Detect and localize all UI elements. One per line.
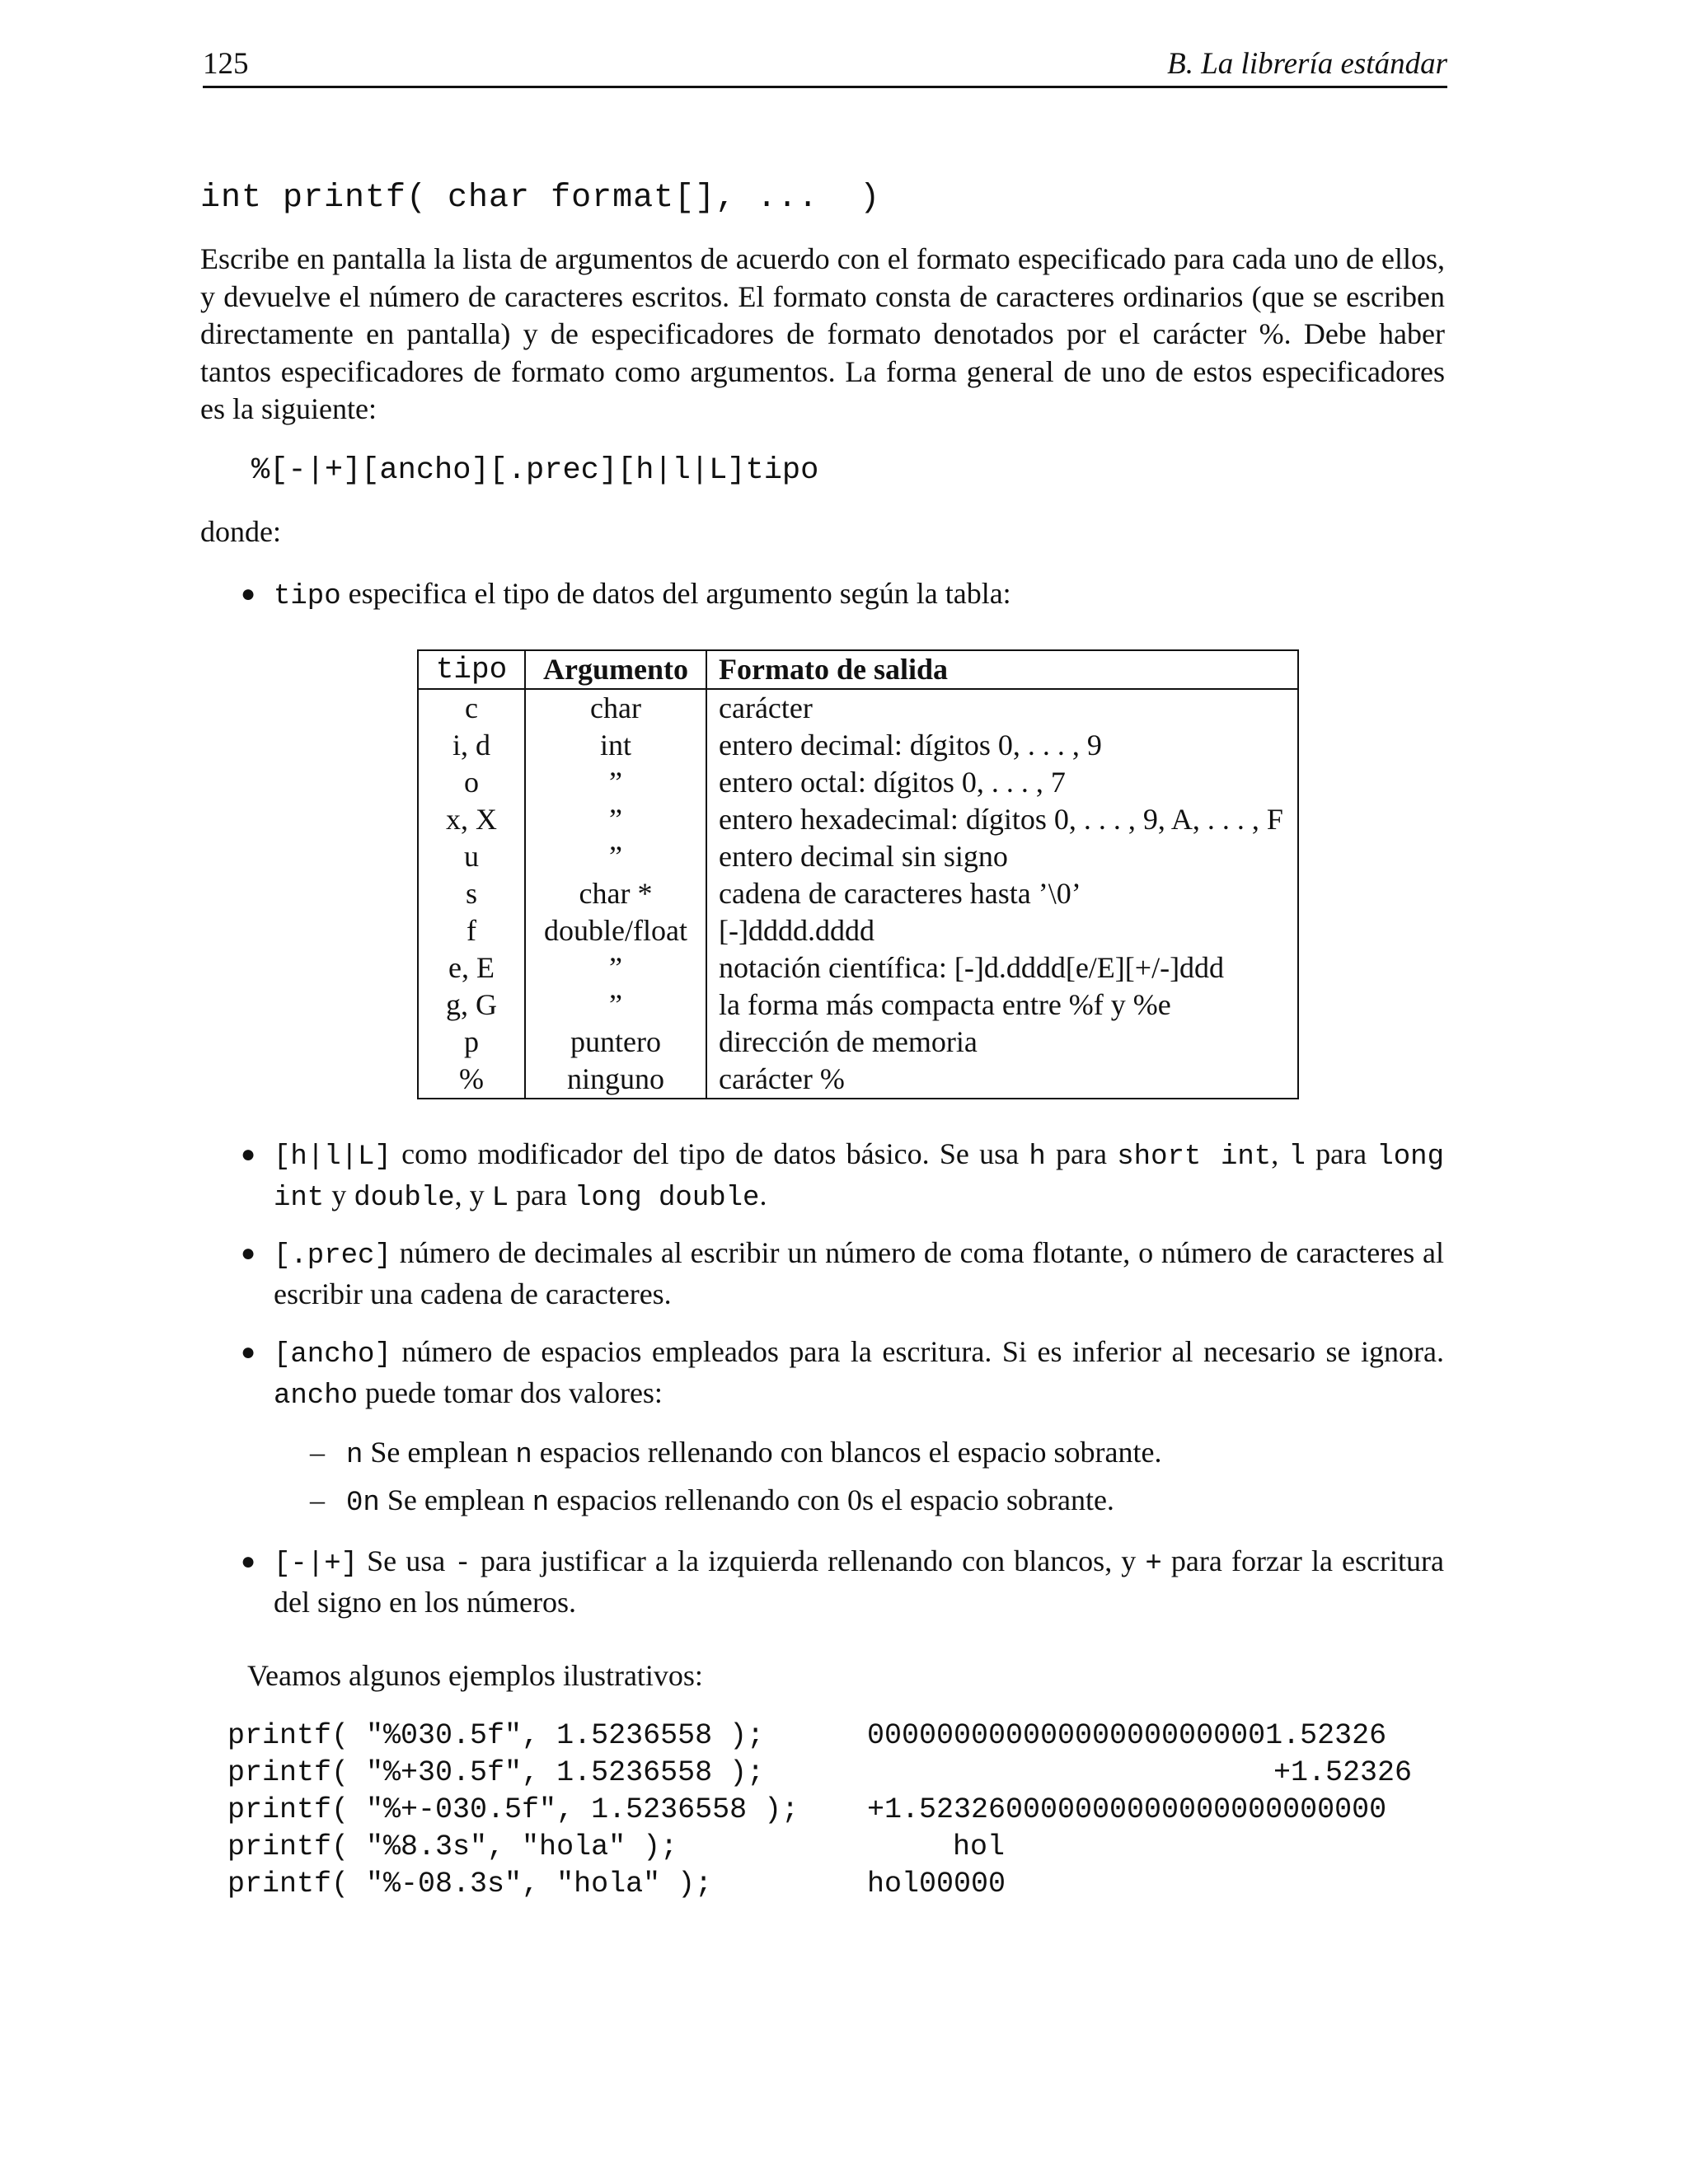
code-hlL: [h|l|L] [274, 1141, 392, 1173]
example-code: printf( "%-08.3s", "hola" ); [227, 1868, 713, 1900]
cell-tipo: i, d [418, 727, 525, 764]
bullet-text: número de decimales al escribir un número de coma flotante, o número de caracteres al escribir una cadena de caracteres. [274, 1236, 1444, 1310]
example-row [227, 1755, 1464, 1792]
cell-tipo: e, E [418, 949, 525, 987]
code-long-int: long int [274, 1141, 1444, 1214]
cell-argumento: ” [525, 949, 706, 987]
bullet-text: , [1271, 1137, 1289, 1170]
example-output: 000000000000000000000001.52326 [867, 1719, 1387, 1752]
cell-argumento: ” [525, 764, 706, 801]
table-row [418, 949, 1298, 987]
examples-intro: Veamos algunos ejemplos ilustrativos: [247, 1659, 703, 1692]
table-row [418, 727, 1298, 764]
page-number: 125 [203, 47, 249, 81]
code-minus: - [454, 1549, 471, 1580]
cell-formato: entero octal: dígitos 0, . . . , 7 [719, 766, 1066, 799]
sub-text: espacios rellenando con blancos el espacio sobrante. [532, 1436, 1162, 1469]
cell-argumento: ninguno [525, 1061, 706, 1099]
example-code: printf( "%8.3s", "hola" ); [227, 1830, 678, 1863]
cell-argumento: double/float [525, 912, 706, 949]
cell-argumento: ” [525, 838, 706, 875]
example-code: printf( "%+30.5f", 1.5236558 ); [227, 1756, 765, 1789]
bullet-text: . [759, 1178, 767, 1212]
bullet-dot-icon: ● [241, 1548, 256, 1575]
code-L: L [491, 1182, 509, 1214]
code-plus: + [1145, 1549, 1162, 1580]
cell-formato: entero decimal: dígitos 0, . . . , 9 [719, 729, 1102, 762]
bullet-modifier [241, 1136, 1444, 1217]
bullet-dot-icon: ● [241, 580, 256, 607]
bullet-dot-icon: ● [241, 1141, 256, 1168]
cell-tipo: x, X [418, 801, 525, 838]
sub-item-n [310, 1434, 1162, 1475]
code-prec: [.prec] [274, 1240, 392, 1272]
bullet-text: especifica el tipo de datos del argumento según la tabla: [340, 577, 1011, 610]
cell-argumento: char [525, 689, 706, 727]
cell-formato: la forma más compacta entre %f y %e [719, 988, 1171, 1021]
examples-block [227, 1718, 1464, 1903]
table-row [418, 987, 1298, 1024]
bullet-prec [241, 1235, 1444, 1313]
example-row [227, 1829, 1464, 1866]
cell-tipo: g, G [418, 987, 525, 1024]
bullet-text: para [1045, 1137, 1118, 1170]
example-row [227, 1792, 1464, 1829]
header-tipo: tipo [418, 650, 525, 689]
code-ancho-inline: ancho [274, 1380, 359, 1412]
table-row [418, 912, 1298, 949]
cell-argumento: puntero [525, 1024, 706, 1061]
cell-tipo: % [418, 1061, 525, 1099]
example-code: printf( "%030.5f", 1.5236558 ); [227, 1719, 765, 1752]
cell-formato: notación científica: [-]d.dddd[e/E][+/-]ddd [719, 951, 1225, 984]
table-row [418, 838, 1298, 875]
example-output: +1.52326 [1273, 1756, 1412, 1789]
code-h: h [1029, 1141, 1046, 1173]
cell-argumento: ” [525, 987, 706, 1024]
code-ancho: [ancho] [274, 1339, 392, 1371]
format-spec: %[-|+][ancho][.prec][h|l|L]tipo [251, 453, 819, 488]
bullet-text: Se usa [358, 1544, 455, 1577]
cell-formato: entero hexadecimal: dígitos 0, . . . , 9, A, . . . , F [719, 803, 1283, 836]
format-table [417, 649, 1299, 1099]
header-argumento: Argumento [525, 650, 706, 689]
example-output: +1.523260000000000000000000000 [867, 1793, 1387, 1826]
function-signature: int printf( char format[], ... ) [200, 180, 881, 217]
example-code: printf( "%+-030.5f", 1.5236558 ); [227, 1793, 799, 1826]
cell-formato: carácter [719, 691, 813, 724]
code-l: l [1288, 1141, 1306, 1173]
bullet-text: para [509, 1178, 574, 1212]
cell-tipo: o [418, 764, 525, 801]
sub-text: Se emplean [363, 1436, 516, 1469]
code-sign: [-|+] [274, 1549, 359, 1580]
cell-tipo: u [418, 838, 525, 875]
example-row [227, 1718, 1464, 1755]
cell-tipo: c [418, 689, 525, 727]
table-row [418, 689, 1298, 727]
page-header [203, 43, 1447, 88]
bullet-text: número de espacios empleados para la escritura. Si es inferior al necesario se ignora. [391, 1335, 1444, 1368]
header-formato: Formato de salida [706, 650, 1298, 689]
bullet-text: puede tomar dos valores: [358, 1376, 663, 1409]
code-n-inline: n [515, 1440, 532, 1471]
code-n: n [346, 1440, 363, 1471]
cell-argumento: ” [525, 801, 706, 838]
code-double: double [354, 1182, 455, 1214]
bullet-ancho [241, 1333, 1444, 1415]
code-long-double: long double [574, 1182, 760, 1214]
cell-formato: [-]dddd.dddd [719, 914, 874, 947]
code-short-int: short int [1117, 1141, 1272, 1173]
example-output: hol00000 [867, 1868, 1006, 1900]
cell-argumento: char * [525, 875, 706, 912]
chapter-title: B. La librería estándar [1167, 47, 1447, 81]
table-row [418, 1061, 1298, 1099]
bullet-text: para justificar a la izquierda rellenando con blancos, y [471, 1544, 1146, 1577]
sub-item-0n [310, 1482, 1114, 1523]
table-row [418, 764, 1298, 801]
bullet-dot-icon: ● [241, 1338, 256, 1366]
table-header-row [418, 650, 1298, 689]
dash-icon: – [310, 1483, 325, 1516]
sub-text: espacios rellenando con 0s el espacio sobrante. [549, 1483, 1114, 1516]
cell-tipo: s [418, 875, 525, 912]
code-0n: 0n [346, 1488, 380, 1519]
cell-tipo: p [418, 1024, 525, 1061]
bullet-text: como modificador del tipo de datos básico. Se usa [391, 1137, 1029, 1170]
table-row [418, 801, 1298, 838]
intro-paragraph: Escribe en pantalla la lista de argumentos de acuerdo con el formato especificado para cada uno de ellos, y devuelve el número de caracteres escritos. El formato consta de caracteres ordinarios (que se escriben directamente en pantalla) y de especificadores de formato denotados por el carácter %. Debe haber tantos especificadores de formato como argumentos. La forma general de uno de estos especificadores es la siguiente: [200, 242, 1445, 425]
bullet-sign [241, 1543, 1444, 1621]
cell-formato: entero decimal sin signo [719, 840, 1008, 873]
bullet-text: para [1305, 1137, 1377, 1170]
bullet-text: , y [454, 1178, 492, 1212]
table-row [418, 1024, 1298, 1061]
bullet-text: para forzar la escritura del signo en los números. [274, 1544, 1444, 1619]
table-row [418, 875, 1298, 912]
dash-icon: – [310, 1436, 325, 1469]
sub-text: Se emplean [379, 1483, 532, 1516]
cell-formato: dirección de memoria [719, 1025, 978, 1058]
donde-label: donde: [200, 515, 281, 548]
cell-formato: carácter % [719, 1062, 845, 1095]
cell-tipo: f [418, 912, 525, 949]
example-row [227, 1866, 1464, 1903]
bullet-text: y [324, 1178, 354, 1212]
cell-argumento: int [525, 727, 706, 764]
code-tipo: tipo [274, 581, 341, 612]
bullet-dot-icon: ● [241, 1240, 256, 1267]
code-n-inline: n [532, 1488, 550, 1519]
cell-formato: cadena de caracteres hasta ’\0’ [719, 877, 1081, 910]
bullet-tipo [241, 575, 1444, 616]
example-output: hol [953, 1830, 1006, 1863]
